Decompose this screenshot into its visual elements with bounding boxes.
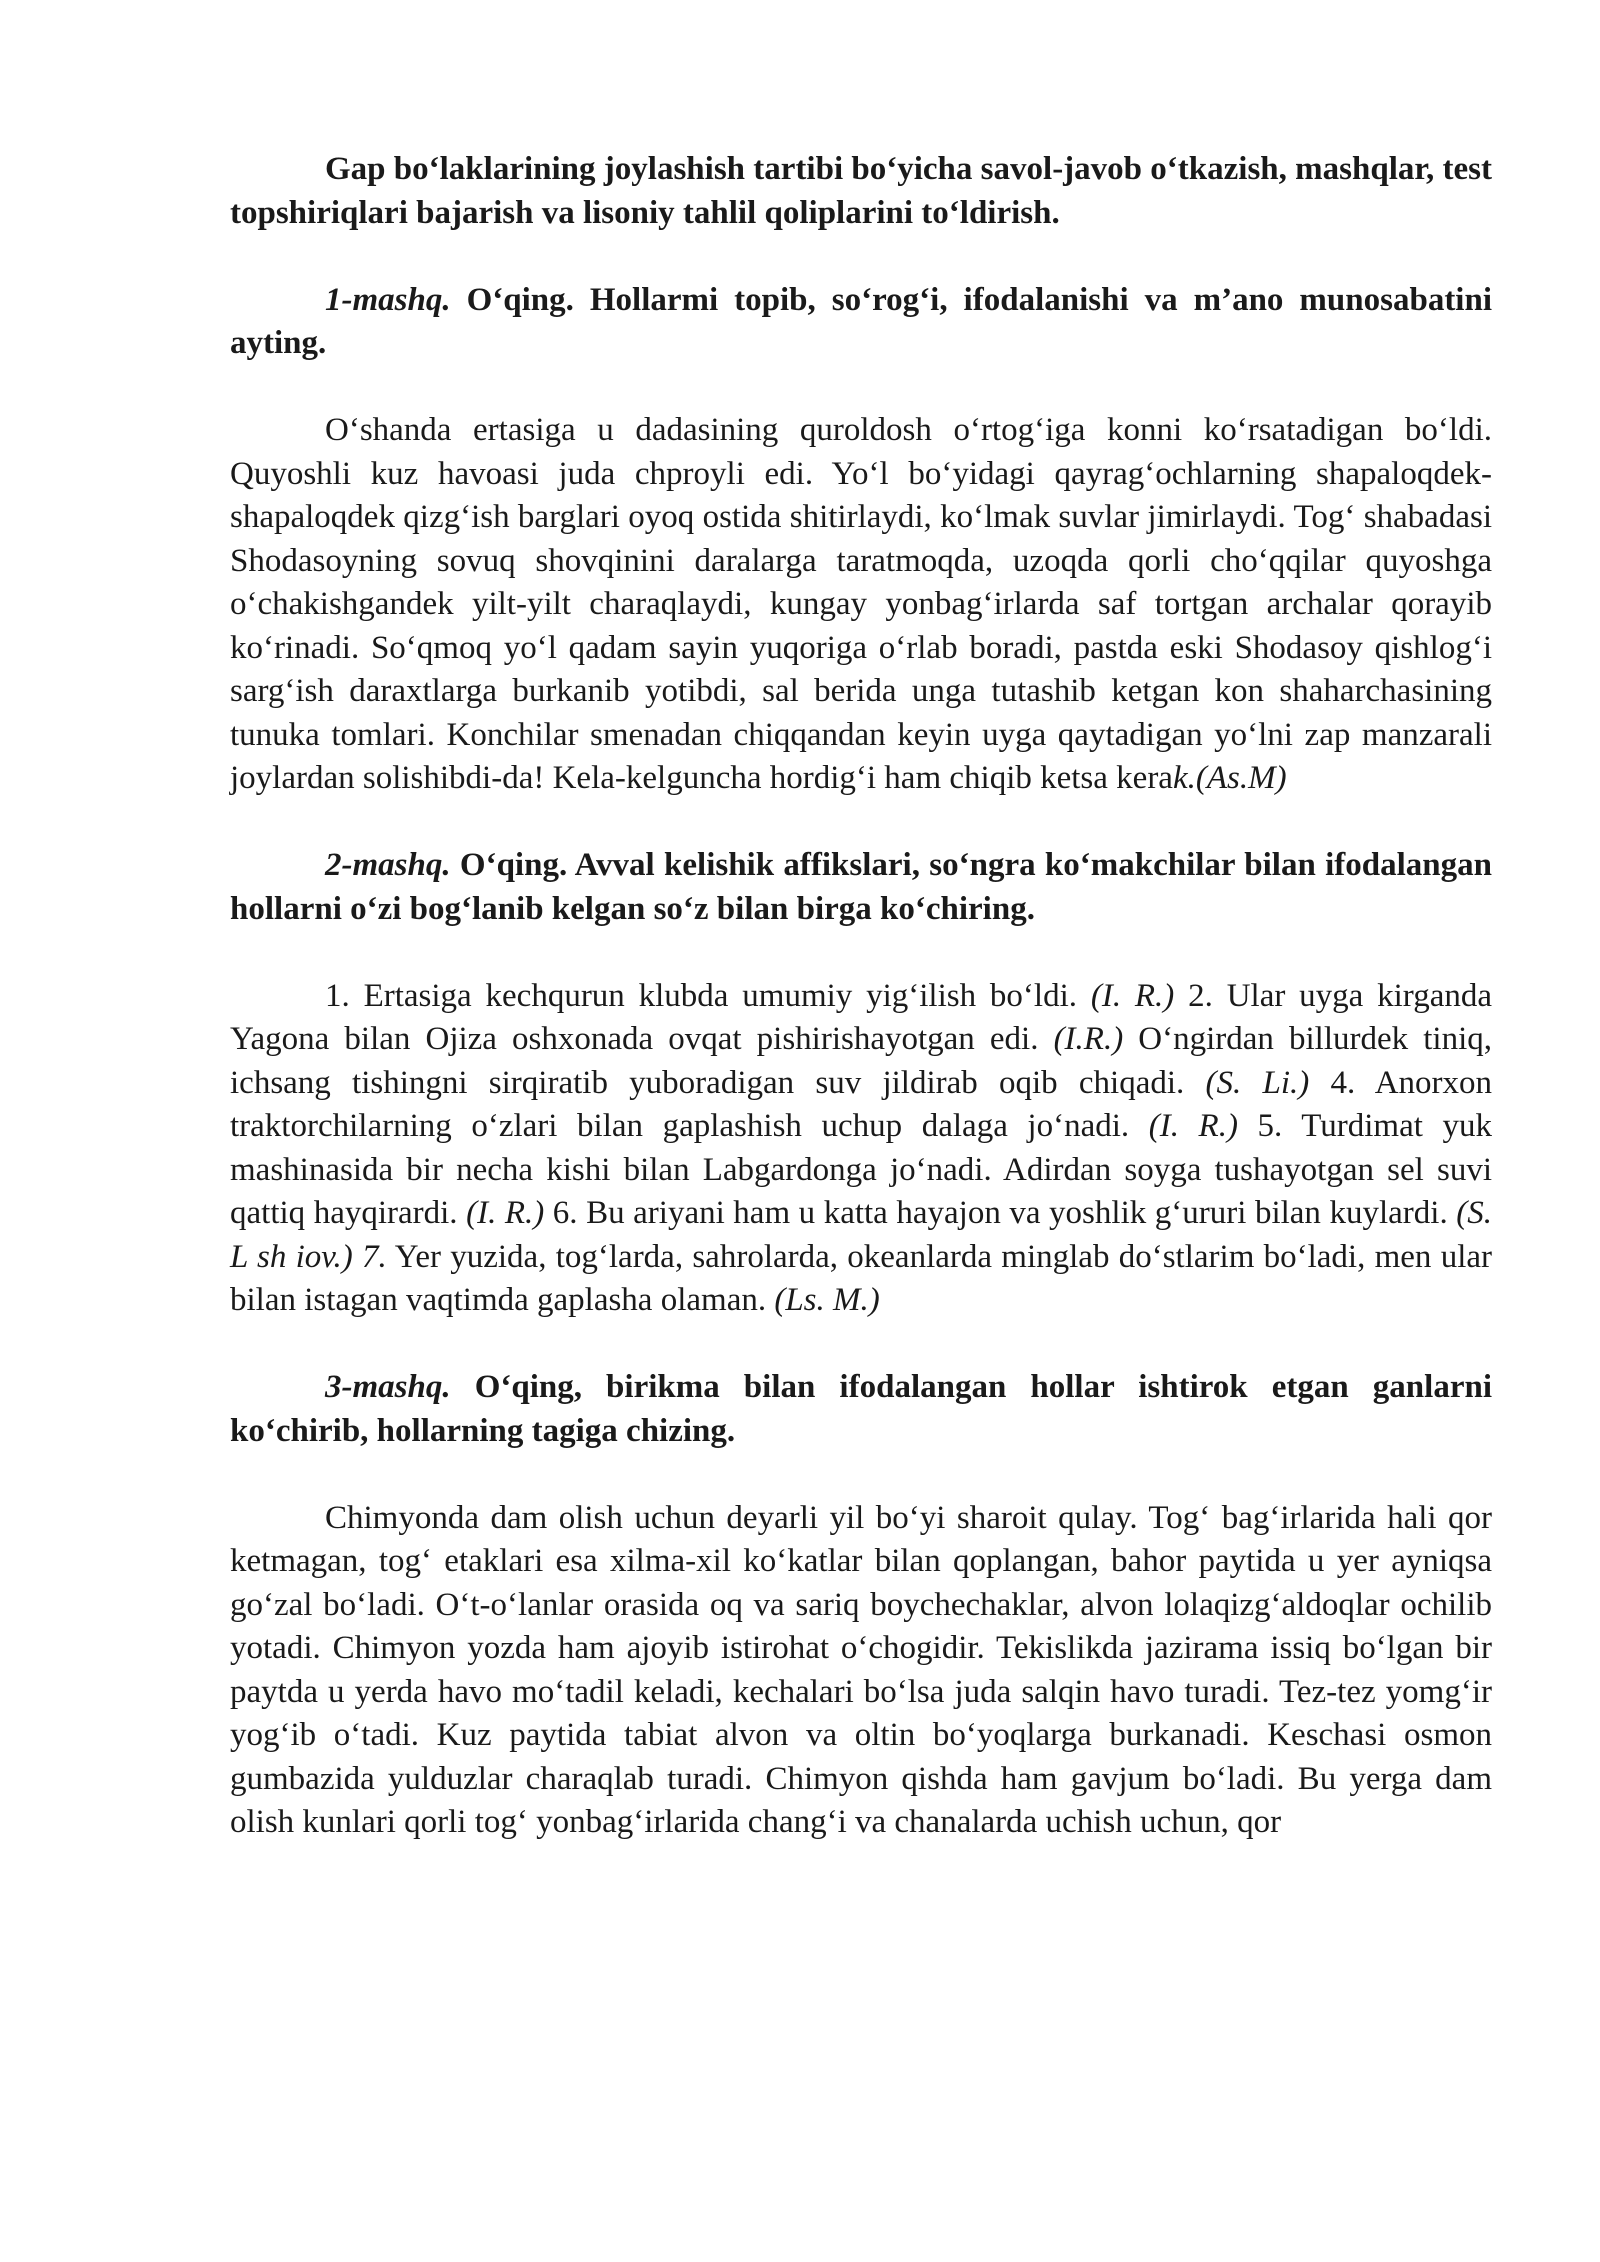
exercise-3-instruction-text: O‘qing, birikma bilan ifodalangan hollar ishtirok etgan ganlarni ko‘chirib, hollarning tagiga chizing. (230, 1369, 1492, 1449)
sentence: 5. Turdimat yuk mashinasida bir necha kishi bilan Labgardonga jo‘nadi. Adirdan soyga tushayotgan sel suvi qattiq hayqirardi. (230, 1108, 1492, 1231)
exercise-1-instruction (230, 279, 1492, 366)
exercise-1-citation: k.(As.M) (1172, 760, 1287, 796)
citation: (I.R.) (1053, 1021, 1124, 1057)
citation: (I. R.) (1148, 1108, 1238, 1144)
sentence: 2. Ular uyga kirganda Yagona bilan Ojiza oshxonada ovqat pishirishayotgan edi. (230, 977, 1492, 1057)
sentence: 1. Ertasiga kechqurun klubda umumiy yig‘ilish bo‘ldi. (325, 977, 1091, 1014)
citation: (I. R.) (1090, 977, 1175, 1014)
citation: (I. R.) (466, 1195, 545, 1231)
exercise-2-instruction (230, 844, 1492, 931)
exercise-1-instruction-text: O‘qing. Hollarmi topib, so‘rog‘i, ifodalanishi va m’ano munosabatini ayting. (230, 281, 1492, 361)
exercise-3-text: Chimyonda dam olish uchun deyarli yil bo‘yi sharoit qulay. Tog‘ bag‘irlarida hali qor ketmagan, tog‘ etaklari esa xilma-xil ko‘katlar bilan qoplangan, bahor paytida u yer ayniqsa go‘zal bo‘ladi. O‘t-o‘lanlar orasida oq va sariq boychechaklar, alvon lolaqizg‘aldoqlar ochilib yotadi. Chimyon yozda ham ajoyib istirohat o‘chogidir. Tekislikda jazirama issiq bo‘lgan bir paytda u yerda havo mo‘tadil keladi, kechalari bo‘lsa juda salqin havo turadi. Tez-tez yomg‘ir yog‘ib o‘tadi. Kuz paytida tabiat alvon va oltin bo‘yoqlarga burkanadi. Keschasi osmon gumbazida yulduzlar charaqlab turadi. Chimyon qishda ham gavjum bo‘ladi. Bu yerga dam olish kunlari qorli tog‘ yonbag‘irlarida chang‘i va chanalarda uchish uchun, qor (230, 1499, 1492, 1840)
document-page (230, 148, 1492, 1845)
exercise-2-text (230, 975, 1492, 1323)
exercise-2-instruction-text: O‘qing. Avval kelishik affikslari, so‘ngra ko‘makchilar bilan ifodalangan hollarni o‘zi bog‘lanib kelgan so‘z bilan birga ko‘chiring. (230, 847, 1492, 927)
exercise-1-text (230, 409, 1492, 801)
exercise-2-label: 2-mashq. (325, 847, 451, 883)
section-heading: Gap bo‘laklarining joylashish tartibi bo‘yicha savol-javob o‘tkazish, mashqlar, test topshiriqlari bajarish va lisoniy tahlil qoliplarini to‘ldirish. (230, 151, 1492, 231)
citation: (S. L sh iov.) 7. (230, 1195, 1492, 1275)
exercise-3-label: 3-mashq. (325, 1369, 451, 1405)
exercise-1-label: 1-mashq. (325, 281, 451, 318)
citation: (Ls. M.) (774, 1282, 880, 1318)
exercise-1-body: O‘shanda ertasiga u dadasining quroldosh o‘rtog‘iga konni ko‘rsatadigan bo‘ldi. Quyoshli kuz havoasi juda chproyli edi. Yo‘l bo‘yidagi qayrag‘ochlarning shapaloqdek-shapaloqdek qizg‘ish barglari oyoq ostida shitirlaydi, ko‘lmak suvlar jimirlaydi. Tog‘ shabadasi Shodasoyning sovuq shovqinini daralarga taratmoqda, uzoqda qorli cho‘qqilar quyoshga o‘chakishgandek yilt-yilt charaqlaydi, kungay yonbag‘irlarda saf tortgan archalar qorayib ko‘rinadi. So‘qmoq yo‘l qadam sayin yuqoriga o‘rlab boradi, pastda eski Shodasoy qishlog‘i sarg‘ish daraxtlarga burkanib yotibdi, sal berida unga tutashib ketgan kon shaharchasining tunuka tomlari. Konchilar smenadan chiqqandan keyin uyga qaytadigan yo‘lni zap manzarali joylardan solishibdi-da! Kela-kelguncha hordig‘i ham chiqib ketsa kera (230, 412, 1492, 796)
sentence: 6. Bu ariyani ham u katta hayajon va yoshlik g‘ururi bilan kuylardi. (544, 1195, 1457, 1231)
sentence: O‘ngirdan billurdek tiniq, ichsang tishingni sirqiratib yuboradigan suv jildirab oqib chiqadi. (230, 1021, 1492, 1101)
sentence: Yer yuzida, tog‘larda, sahrolarda, okeanlarda minglab do‘stlarim bo‘ladi, men ular bilan istagan vaqtimda gaplasha olaman. (230, 1238, 1492, 1318)
sentence: 4. Anorxon traktorchilarning o‘zlari bilan gaplashish uchup dalaga jo‘nadi. (230, 1064, 1493, 1144)
citation: (S. Li.) (1205, 1064, 1310, 1101)
exercise-3-instruction (230, 1366, 1492, 1453)
